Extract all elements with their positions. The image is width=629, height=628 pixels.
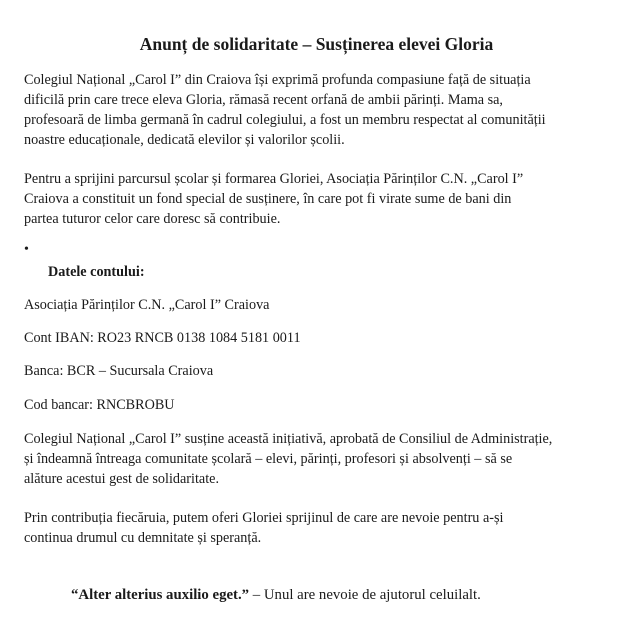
paragraph-line: profesoară de limba germană în cadrul colegiului, a fost un membru respectat al comunității xyxy=(24,112,546,128)
paragraph-line: Colegiul Național „Carol I” din Craiova își exprimă profunda compasiune față de situația xyxy=(24,72,531,88)
paragraph-line: continua drumul cu demnitate și speranță. xyxy=(24,530,262,546)
account-heading: Datele contului: xyxy=(48,264,145,280)
account-bank-code: Cod bancar: RNCBROBU xyxy=(24,397,175,413)
closing-paragraph xyxy=(24,508,609,548)
intro-paragraph xyxy=(24,70,609,150)
fund-paragraph xyxy=(24,169,609,229)
page-title: Anunț de solidaritate – Susținerea elevei Gloria xyxy=(139,34,494,54)
paragraph-line: alăture acestui gest de solidaritate. xyxy=(24,471,219,487)
paragraph-line: dificilă prin care trece eleva Gloria, rămasă recent orfană de ambii părinți. Mama sa, xyxy=(24,92,503,108)
latin-quote: “Alter alterius auxilio eget.” xyxy=(71,587,250,603)
account-holder: Asociația Părinților C.N. „Carol I” Craiova xyxy=(24,297,270,313)
closing-quote xyxy=(71,585,481,605)
account-bank: Banca: BCR – Sucursala Craiova xyxy=(24,363,214,379)
paragraph-line: și îndeamnă întreaga comunitate școlară – elevi, părinți, profesori și absolvenți – să se xyxy=(24,451,513,467)
quote-translation: – Unul are nevoie de ajutorul celuilalt. xyxy=(249,587,481,603)
paragraph-line: Pentru a sprijini parcursul școlar și formarea Gloriei, Asociația Părinților C.N. „Carol I” xyxy=(24,171,524,187)
paragraph-line: Craiova a constituit un fond special de susținere, în care pot fi virate sume de bani din xyxy=(24,191,512,207)
paragraph-line: noastre educaționale, dedicată elevilor și valorilor școlii. xyxy=(24,132,345,148)
support-paragraph xyxy=(24,429,609,489)
bullet-point: • xyxy=(24,242,29,257)
paragraph-line: partea tuturor celor care doresc să contribuie. xyxy=(24,211,281,227)
paragraph-line: Colegiul Național „Carol I” susține această inițiativă, aprobată de Consiliul de Administrație, xyxy=(24,431,553,447)
account-iban: Cont IBAN: RO23 RNCB 0138 1084 5181 0011 xyxy=(24,330,301,346)
paragraph-line: Prin contribuția fiecăruia, putem oferi Gloriei sprijinul de care are nevoie pentru a-și xyxy=(24,510,504,526)
